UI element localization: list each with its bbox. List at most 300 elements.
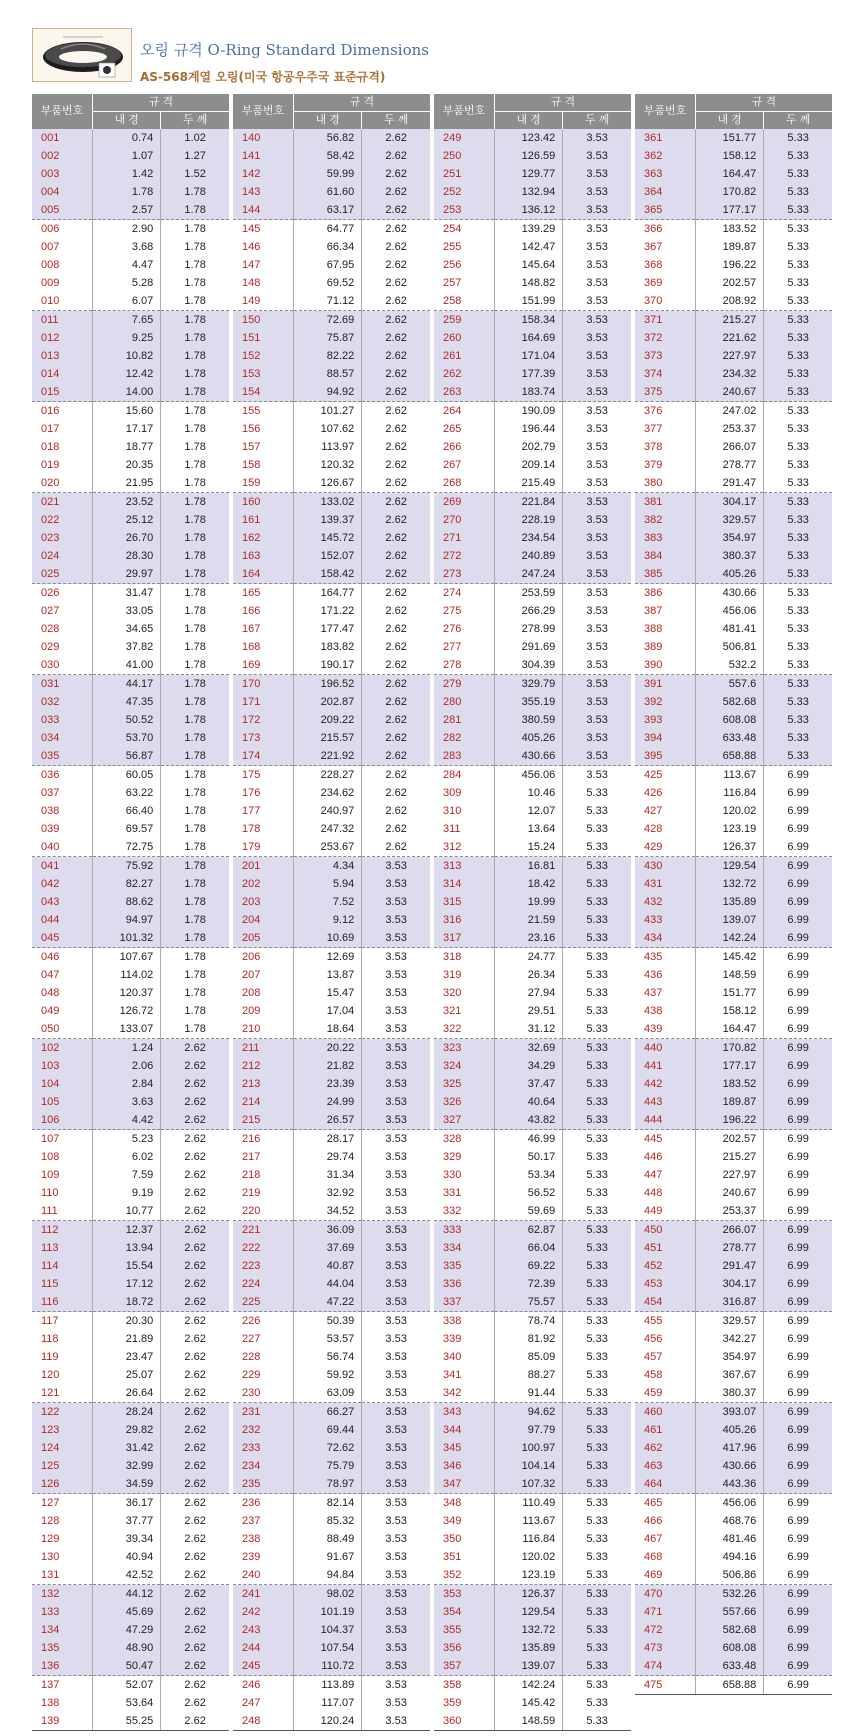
part-number-cell: 024	[32, 547, 93, 565]
thickness-cell: 2.62	[362, 147, 430, 165]
thickness-cell: 3.53	[362, 1421, 430, 1439]
part-number-cell: 218	[233, 1166, 294, 1184]
inner-diameter-cell: 91.67	[294, 1548, 362, 1566]
part-number-cell: 210	[233, 1020, 294, 1039]
table-row	[434, 1712, 631, 1731]
thickness-cell: 2.62	[385, 259, 407, 271]
thickness-cell: 3.53	[362, 1293, 430, 1312]
thickness-cell: 5.33	[586, 1679, 608, 1691]
table-row	[233, 1039, 430, 1058]
table-row	[635, 784, 832, 802]
part-number-cell: 282	[434, 729, 495, 747]
thickness-cell: 5.33	[787, 423, 809, 435]
part-number-cell: 144	[233, 201, 294, 220]
part-number-cell: 202	[233, 875, 294, 893]
inner-diameter-cell: 506.81	[696, 638, 764, 656]
table-row	[233, 1366, 430, 1384]
part-number-cell: 151	[233, 329, 294, 347]
inner-diameter-cell: 17.17	[93, 420, 161, 438]
inner-diameter-cell: 58.42	[294, 147, 362, 165]
table-row	[233, 1621, 430, 1639]
thickness-cell: 3.53	[385, 951, 407, 963]
table-row	[635, 1057, 832, 1075]
part-number-header: 부품번호	[233, 94, 294, 129]
part-number-cell: 160	[233, 493, 294, 512]
thickness-cell: 1.78	[161, 656, 229, 675]
inner-diameter-cell: 202.57	[696, 1130, 764, 1149]
table-row	[32, 1585, 229, 1604]
part-number-cell: 223	[233, 1257, 294, 1275]
table-row	[434, 675, 631, 694]
inner-diameter-cell: 183.52	[696, 220, 764, 239]
part-number-cell: 243	[233, 1621, 294, 1639]
table-row	[32, 1494, 229, 1513]
part-number-cell: 012	[32, 329, 93, 347]
thickness-cell: 3.53	[362, 1202, 430, 1221]
part-number-cell: 179	[233, 838, 294, 857]
thickness-cell: 1.78	[184, 241, 206, 253]
inner-diameter-cell: 0.74	[93, 129, 161, 147]
inner-diameter-cell: 97.79	[495, 1421, 563, 1439]
inner-diameter-cell: 44.17	[93, 675, 161, 694]
thickness-cell: 3.53	[563, 493, 631, 512]
thickness-cell: 5.33	[563, 1475, 631, 1494]
inner-diameter-cell: 88.62	[93, 893, 161, 911]
thickness-cell: 1.78	[161, 347, 229, 365]
thickness-cell: 2.62	[362, 183, 430, 201]
inner-diameter-header: 내 경	[294, 112, 362, 130]
thickness-cell: 2.62	[385, 241, 407, 253]
thickness-cell: 3.53	[362, 857, 430, 876]
table-row	[233, 183, 430, 201]
part-number-cell: 363	[635, 165, 696, 183]
thickness-cell: 5.33	[586, 1351, 608, 1363]
inner-diameter-cell: 72.62	[294, 1439, 362, 1457]
inner-diameter-cell: 189.87	[696, 238, 764, 256]
inner-diameter-cell: 171.04	[495, 347, 563, 365]
table-row	[32, 1512, 229, 1530]
part-number-cell: 350	[434, 1530, 495, 1548]
thickness-cell: 2.62	[161, 1057, 229, 1075]
thickness-cell: 3.53	[362, 1566, 430, 1585]
part-number-cell: 361	[635, 129, 696, 147]
inner-diameter-cell: 75.79	[294, 1457, 362, 1475]
thickness-cell: 5.33	[563, 857, 631, 876]
part-number-cell: 433	[635, 911, 696, 929]
table-row	[635, 474, 832, 493]
inner-diameter-cell: 40.94	[93, 1548, 161, 1566]
table-row	[635, 1530, 832, 1548]
part-number-cell: 261	[434, 347, 495, 365]
table-row	[32, 784, 229, 802]
inner-diameter-cell: 94.97	[93, 911, 161, 929]
table-row	[32, 729, 229, 747]
table-row	[434, 838, 631, 857]
part-number-cell: 359	[434, 1694, 495, 1712]
table-row	[233, 1676, 430, 1695]
table-row	[635, 183, 832, 201]
thickness-cell: 3.53	[362, 911, 430, 929]
inner-diameter-cell: 1.07	[93, 147, 161, 165]
part-number-cell: 325	[434, 1075, 495, 1093]
table-row	[434, 147, 631, 165]
inner-diameter-cell: 94.92	[294, 383, 362, 402]
inner-diameter-cell: 215.27	[696, 1148, 764, 1166]
table-row	[635, 984, 832, 1002]
part-number-cell: 436	[635, 966, 696, 984]
thickness-cell: 3.53	[362, 1384, 430, 1403]
part-number-cell: 334	[434, 1239, 495, 1257]
part-number-cell: 031	[32, 675, 93, 694]
part-number-cell: 237	[233, 1512, 294, 1530]
thickness-cell: 3.53	[586, 223, 608, 235]
table-row	[233, 383, 430, 402]
thickness-cell: 3.53	[563, 747, 631, 766]
thickness-cell: 1.78	[161, 292, 229, 311]
table-row	[434, 911, 631, 929]
thickness-cell: 2.62	[385, 605, 407, 617]
inner-diameter-cell: 177.17	[696, 201, 764, 220]
thickness-cell: 1.78	[184, 951, 206, 963]
thickness-cell: 2.62	[161, 1257, 229, 1275]
table-row	[635, 711, 832, 729]
inner-diameter-cell: 221.92	[294, 747, 362, 766]
table-row	[434, 129, 631, 147]
table-row	[32, 474, 229, 493]
part-number-cell: 386	[635, 584, 696, 603]
table-row	[434, 1239, 631, 1257]
inner-diameter-cell: 1.42	[93, 165, 161, 183]
table-row	[434, 747, 631, 766]
table-row	[434, 438, 631, 456]
inner-diameter-cell: 116.84	[696, 784, 764, 802]
inner-diameter-cell: 430.66	[696, 1457, 764, 1475]
part-number-header: 부품번호	[32, 94, 93, 129]
inner-diameter-cell: 47.22	[294, 1293, 362, 1312]
table-row	[32, 838, 229, 857]
thickness-header: 두 께	[362, 112, 430, 130]
part-number-cell: 460	[635, 1403, 696, 1422]
thickness-cell: 2.62	[184, 1151, 206, 1163]
part-number-cell: 467	[635, 1530, 696, 1548]
inner-diameter-cell: 71.12	[294, 292, 362, 311]
part-number-cell: 043	[32, 893, 93, 911]
part-number-cell: 345	[434, 1439, 495, 1457]
thickness-cell: 3.53	[385, 1169, 407, 1181]
part-number-cell: 135	[32, 1639, 93, 1657]
inner-diameter-cell: 142.24	[696, 929, 764, 948]
inner-diameter-cell: 133.07	[93, 1020, 161, 1039]
inner-diameter-cell: 148.59	[495, 1712, 563, 1731]
inner-diameter-cell: 31.42	[93, 1439, 161, 1457]
inner-diameter-cell: 26.57	[294, 1111, 362, 1130]
part-number-cell: 378	[635, 438, 696, 456]
inner-diameter-cell: 189.87	[696, 1093, 764, 1111]
table-row	[233, 1257, 430, 1275]
thickness-cell: 2.62	[362, 711, 430, 729]
part-number-cell: 474	[635, 1657, 696, 1676]
inner-diameter-cell: 145.42	[495, 1694, 563, 1712]
thickness-cell: 5.33	[586, 1369, 608, 1381]
table-row	[32, 1239, 229, 1257]
thickness-cell: 1.78	[184, 405, 206, 417]
table-row	[434, 256, 631, 274]
part-number-cell: 015	[32, 383, 93, 402]
part-number-cell: 449	[635, 1202, 696, 1221]
thickness-cell: 2.62	[161, 1275, 229, 1293]
inner-diameter-cell: 135.89	[696, 893, 764, 911]
thickness-cell: 3.53	[586, 259, 608, 271]
thickness-cell: 3.53	[362, 1639, 430, 1657]
thickness-cell: 2.62	[161, 1603, 229, 1621]
inner-diameter-cell: 37.69	[294, 1239, 362, 1257]
thickness-cell: 6.99	[764, 1421, 832, 1439]
part-number-cell: 365	[635, 201, 696, 220]
part-number-cell: 019	[32, 456, 93, 474]
part-number-cell: 444	[635, 1111, 696, 1130]
inner-diameter-cell: 3.68	[93, 238, 161, 256]
table-row	[233, 656, 430, 675]
part-number-cell: 023	[32, 529, 93, 547]
table-row	[434, 547, 631, 565]
part-number-cell: 358	[434, 1676, 495, 1695]
inner-diameter-cell: 37.77	[93, 1512, 161, 1530]
table-row	[233, 129, 430, 147]
table-row	[32, 1039, 229, 1058]
inner-diameter-cell: 37.82	[93, 638, 161, 656]
table-row	[434, 875, 631, 893]
thickness-cell: 6.99	[787, 1169, 809, 1181]
table-row	[434, 1603, 631, 1621]
part-number-cell: 257	[434, 274, 495, 292]
part-number-cell: 266	[434, 438, 495, 456]
thickness-cell: 2.62	[161, 1111, 229, 1130]
part-number-cell: 376	[635, 402, 696, 421]
inner-diameter-cell: 13.87	[294, 966, 362, 984]
table-row	[434, 602, 631, 620]
thickness-cell: 2.62	[161, 1403, 229, 1422]
inner-diameter-cell: 170.82	[696, 183, 764, 201]
inner-diameter-cell: 183.74	[495, 383, 563, 402]
part-number-cell: 020	[32, 474, 93, 493]
inner-diameter-cell: 31.34	[294, 1166, 362, 1184]
table-row	[635, 1548, 832, 1566]
table-row	[32, 1403, 229, 1422]
table-row	[32, 1530, 229, 1548]
inner-diameter-cell: 72.69	[294, 311, 362, 330]
inner-diameter-cell: 164.77	[294, 584, 362, 603]
thickness-cell: 5.33	[764, 292, 832, 311]
thickness-cell: 1.78	[184, 259, 206, 271]
part-number-cell: 372	[635, 329, 696, 347]
table-row	[233, 893, 430, 911]
thickness-cell: 3.53	[385, 1369, 407, 1381]
part-number-cell: 374	[635, 365, 696, 383]
thickness-cell: 2.62	[362, 201, 430, 220]
table-row	[635, 456, 832, 474]
table-row	[635, 1639, 832, 1657]
inner-diameter-cell: 164.69	[495, 329, 563, 347]
table-row	[233, 1566, 430, 1585]
table-row	[32, 1366, 229, 1384]
inner-diameter-cell: 88.49	[294, 1530, 362, 1548]
inner-diameter-cell: 183.52	[696, 1075, 764, 1093]
inner-diameter-cell: 82.14	[294, 1494, 362, 1513]
thickness-cell: 6.99	[787, 1515, 809, 1527]
part-number-cell: 208	[233, 984, 294, 1002]
part-number-cell: 136	[32, 1657, 93, 1676]
inner-diameter-cell: 380.37	[696, 1384, 764, 1403]
spec-table	[635, 94, 832, 1695]
part-number-cell: 234	[233, 1457, 294, 1475]
part-number-cell: 235	[233, 1475, 294, 1494]
thickness-cell: 6.99	[764, 1075, 832, 1093]
thickness-cell: 5.33	[764, 729, 832, 747]
part-number-cell: 109	[32, 1166, 93, 1184]
table-row	[434, 201, 631, 220]
thickness-cell: 2.62	[362, 729, 430, 747]
o-ring-image	[32, 28, 132, 82]
part-number-cell: 364	[635, 183, 696, 201]
inner-diameter-cell: 417.96	[696, 1439, 764, 1457]
part-number-cell: 213	[233, 1075, 294, 1093]
thickness-cell: 5.33	[764, 675, 832, 694]
thickness-cell: 5.33	[586, 1133, 608, 1145]
thickness-cell: 2.62	[362, 565, 430, 584]
thickness-cell: 2.62	[362, 529, 430, 547]
thickness-cell: 1.78	[161, 838, 229, 857]
thickness-cell: 5.33	[764, 329, 832, 347]
part-number-cell: 252	[434, 183, 495, 201]
part-number-cell: 452	[635, 1257, 696, 1275]
table-row	[32, 911, 229, 929]
inner-diameter-cell: 18.72	[93, 1293, 161, 1312]
inner-diameter-cell: 67.95	[294, 256, 362, 274]
table-row	[233, 1639, 430, 1657]
thickness-cell: 6.99	[764, 1676, 832, 1695]
table-row	[434, 474, 631, 493]
inner-diameter-cell: 151.77	[696, 129, 764, 147]
inner-diameter-cell: 228.19	[495, 511, 563, 529]
table-row	[434, 929, 631, 948]
table-row	[233, 438, 430, 456]
inner-diameter-cell: 6.07	[93, 292, 161, 311]
thickness-cell: 6.99	[764, 838, 832, 857]
table-row	[635, 656, 832, 675]
table-row	[434, 1657, 631, 1676]
thickness-cell: 3.53	[586, 277, 608, 289]
part-number-cell: 231	[233, 1403, 294, 1422]
inner-diameter-cell: 142.47	[495, 238, 563, 256]
thickness-cell: 6.99	[764, 1403, 832, 1422]
thickness-cell: 1.78	[184, 823, 206, 835]
inner-diameter-cell: 126.59	[495, 147, 563, 165]
table-row	[32, 1002, 229, 1020]
inner-diameter-cell: 234.32	[696, 365, 764, 383]
part-number-cell: 224	[233, 1275, 294, 1293]
part-number-cell: 269	[434, 493, 495, 512]
thickness-cell: 1.78	[161, 365, 229, 383]
inner-diameter-cell: 32.99	[93, 1457, 161, 1475]
table-row	[32, 766, 229, 785]
inner-diameter-cell: 69.57	[93, 820, 161, 838]
inner-diameter-cell: 56.52	[495, 1184, 563, 1202]
table-row	[434, 1075, 631, 1093]
part-number-cell: 464	[635, 1475, 696, 1494]
inner-diameter-cell: 148.82	[495, 274, 563, 292]
part-number-cell: 435	[635, 948, 696, 967]
table-row	[434, 766, 631, 785]
table-row	[635, 1312, 832, 1331]
inner-diameter-cell: 113.97	[294, 438, 362, 456]
table-row	[635, 402, 832, 421]
thickness-cell: 2.62	[184, 1315, 206, 1327]
inner-diameter-cell: 253.59	[495, 584, 563, 603]
inner-diameter-cell: 209.22	[294, 711, 362, 729]
thickness-cell: 2.62	[184, 1333, 206, 1345]
table-row	[233, 984, 430, 1002]
table-row	[233, 1293, 430, 1312]
part-number-cell: 312	[434, 838, 495, 857]
part-number-cell: 111	[32, 1202, 93, 1221]
table-row	[32, 1093, 229, 1111]
part-number-cell: 117	[32, 1312, 93, 1331]
inner-diameter-cell: 247.24	[495, 565, 563, 584]
part-number-cell: 227	[233, 1330, 294, 1348]
table-row	[233, 1093, 430, 1111]
inner-diameter-cell: 7.52	[294, 893, 362, 911]
inner-diameter-cell: 20.35	[93, 456, 161, 474]
thickness-cell: 6.99	[764, 893, 832, 911]
table-row	[32, 311, 229, 330]
thickness-cell: 2.62	[362, 511, 430, 529]
inner-diameter-cell: 15.24	[495, 838, 563, 857]
table-row	[635, 1494, 832, 1513]
part-number-cell: 391	[635, 675, 696, 694]
part-number-cell: 134	[32, 1621, 93, 1639]
table-row	[32, 438, 229, 456]
table-row	[434, 1202, 631, 1221]
part-number-cell: 470	[635, 1585, 696, 1604]
inner-diameter-cell: 32.92	[294, 1184, 362, 1202]
spec-header: 규 격	[495, 94, 632, 112]
table-row	[434, 1130, 631, 1149]
thickness-cell: 1.78	[184, 987, 206, 999]
inner-diameter-cell: 94.84	[294, 1566, 362, 1585]
part-number-cell: 168	[233, 638, 294, 656]
part-number-cell: 037	[32, 784, 93, 802]
thickness-cell: 1.78	[184, 587, 206, 599]
thickness-cell: 5.33	[586, 1315, 608, 1327]
table-row	[233, 238, 430, 256]
table-row	[32, 402, 229, 421]
inner-diameter-cell: 4.47	[93, 256, 161, 274]
inner-diameter-cell: 7.59	[93, 1166, 161, 1184]
table-row	[434, 1384, 631, 1403]
part-number-cell: 040	[32, 838, 93, 857]
part-number-cell: 351	[434, 1548, 495, 1566]
table-row	[32, 584, 229, 603]
inner-diameter-cell: 113.67	[696, 766, 764, 785]
part-number-cell: 315	[434, 893, 495, 911]
table-row	[434, 1457, 631, 1475]
inner-diameter-cell: 481.46	[696, 1530, 764, 1548]
part-number-cell: 384	[635, 547, 696, 565]
table-row	[434, 329, 631, 347]
table-row	[635, 1566, 832, 1585]
part-number-cell: 385	[635, 565, 696, 584]
thickness-cell: 5.33	[787, 623, 809, 635]
